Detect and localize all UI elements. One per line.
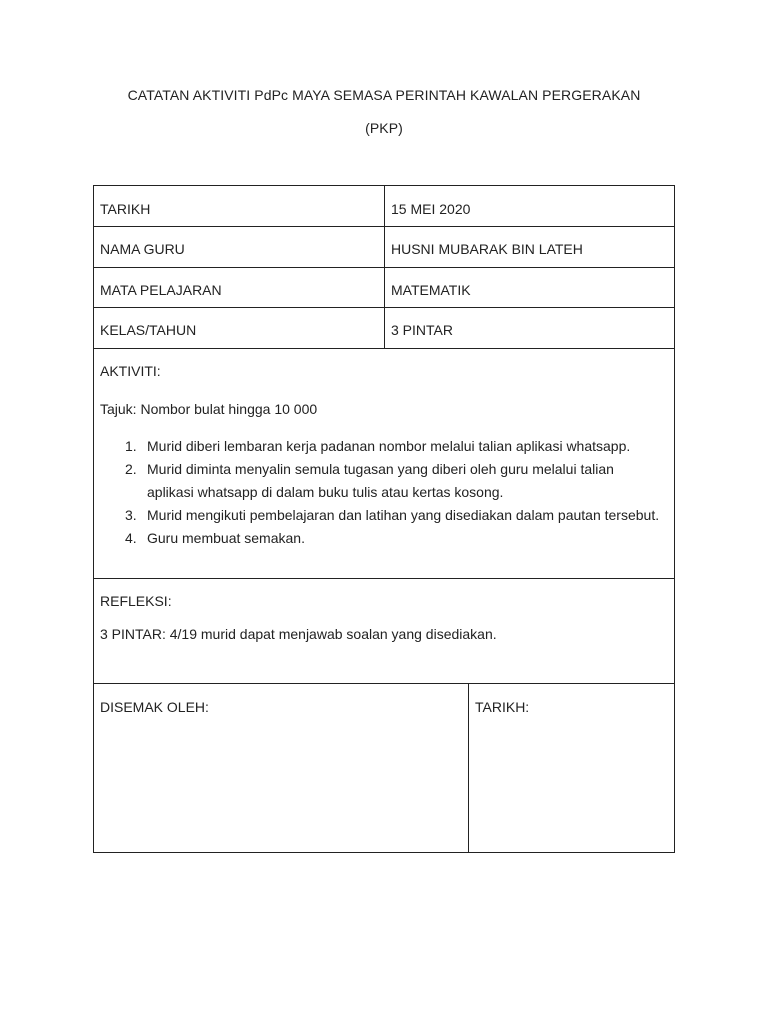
activity-heading: AKTIVITI: [100,363,161,379]
row-divider [94,683,674,684]
reflection-heading: REFLEKSI: [100,593,172,609]
activity-topic: Tajuk: Nombor bulat hingga 10 000 [100,401,318,417]
date-label: TARIKH [100,201,151,217]
list-item [125,527,659,550]
activity-list [125,435,660,550]
footer-date-label: TARIKH: [475,699,530,715]
reflection-text: 3 PINTAR: 4/19 murid dapat menjawab soalan yang disediakan. [100,626,497,642]
row-divider [94,348,674,349]
list-text: Murid mengikuti pembelajaran dan latihan yang disediakan dalam pautan tersebut. [147,507,660,523]
list-item [125,435,659,458]
row-divider [94,578,674,579]
class-label: KELAS/TAHUN [100,322,197,338]
list-number: 3. [125,507,137,523]
class-value: 3 PINTAR [391,322,453,338]
subject-value: MATEMATIK [391,282,471,298]
teacher-label: NAMA GURU [100,241,185,257]
list-number: 2. [125,461,137,477]
list-text: Murid diberi lembaran kerja padanan nombor melalui talian aplikasi whatsapp. [147,438,631,454]
subject-label: MATA PELAJARAN [100,282,222,298]
list-number: 1. [125,438,137,454]
list-text: aplikasi whatsapp di dalam buku tulis atau kertas kosong. [147,484,504,500]
teacher-value: HUSNI MUBARAK BIN LATEH [391,241,583,257]
title-line-1: CATATAN AKTIVITI PdPc MAYA SEMASA PERINTAH KAWALAN PERGERAKAN [127,87,641,103]
list-item [125,458,659,504]
title-line-2: (PKP) [365,120,403,136]
list-number: 4. [125,530,137,546]
column-divider [468,683,469,853]
date-value: 15 MEI 2020 [391,201,471,217]
list-item [125,504,660,527]
list-text: Murid diminta menyalin semula tugasan yang diberi oleh guru melalui talian [147,461,614,477]
checked-by-label: DISEMAK OLEH: [100,699,209,715]
record-table [93,185,675,853]
list-text: Guru membuat semakan. [147,530,305,546]
column-divider [384,186,385,348]
